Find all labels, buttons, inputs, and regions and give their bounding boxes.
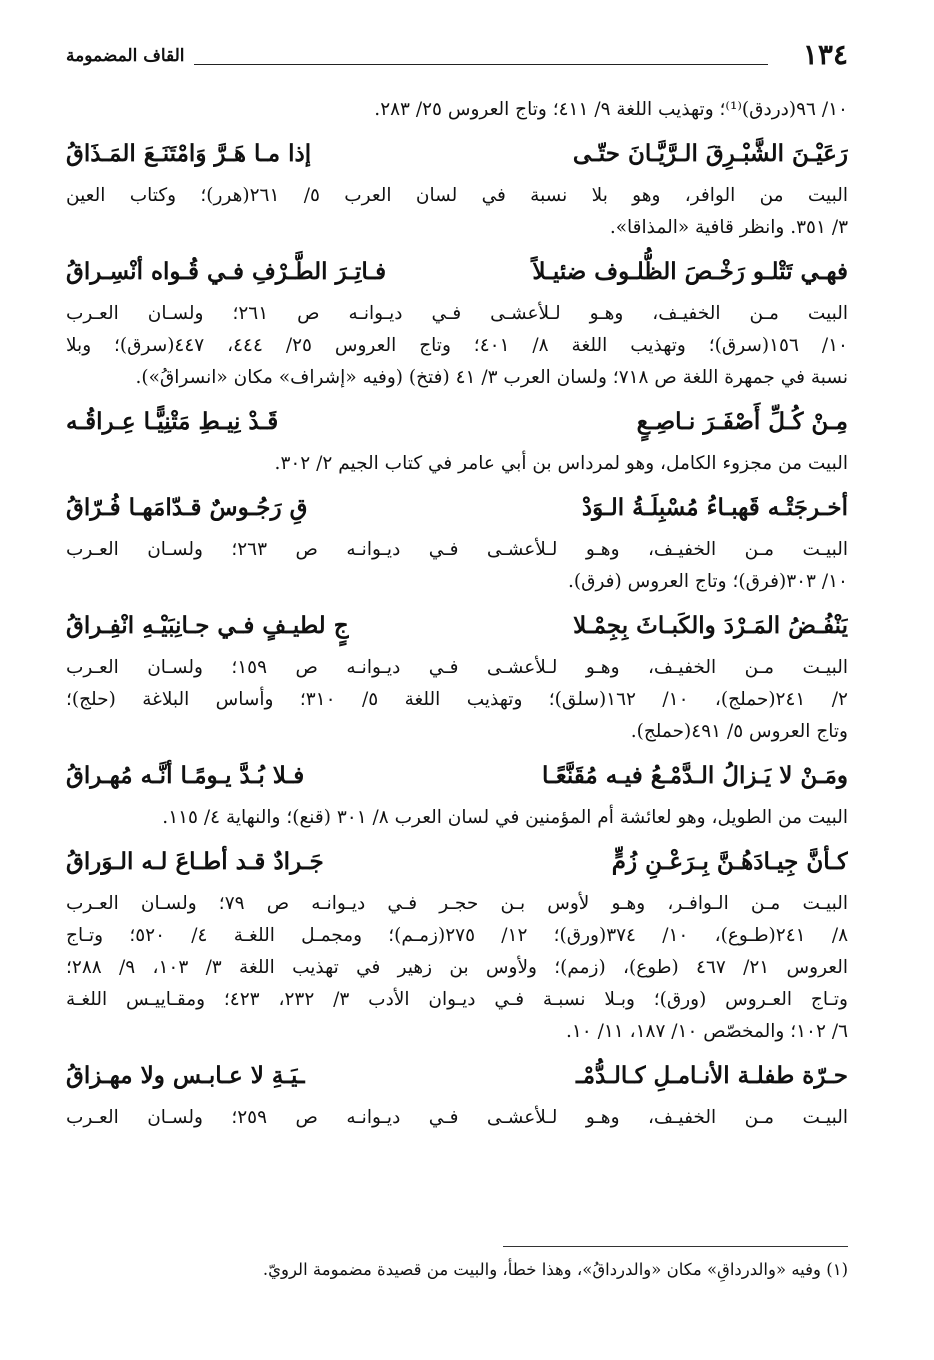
verse-first-hemistich: مِـنْ كُـلِّ أَصْفَـرَ نـاصِـعٍ — [636, 407, 848, 435]
commentary-line: ٨/ ٢٤١(طـوع)، ١٠/ ٣٧٤(ورق)؛ ١٢/ ٢٧٥(زمـم)؛ ومجمـل اللغـة ٤/ ٥٢٠؛ وتـاج — [66, 925, 848, 946]
page-header — [66, 36, 848, 80]
commentary-line: نسبة في جمهرة اللغة ص ٧١٨؛ ولسان العرب ٣/ ٤١ (فتخ) (وفيه «إشراف» مكان «انسراقُ»). — [135, 367, 848, 388]
verse-second-hemistich: إذا مـا هَـرَّ وَامْتَنَـعَ المَـذَاقُ — [66, 139, 312, 167]
verse-first-hemistich: أخـرجَتْـه قَهبـاءُ مُسْبِلَـةُ الـوَدْ — [581, 493, 848, 521]
page-number: ١٣٤ — [802, 38, 848, 71]
verse-first-hemistich: كـأنَّ جِيـادَهُـنَّ بِـرَعْـنِ زُمٍّ — [611, 847, 848, 875]
page-body — [66, 94, 848, 1134]
commentary-line: البيت مـن الخفيـف، وهـو لـلأعشـى فـي ديـوانـه ص ٢٦١؛ ولسـان العـرب — [66, 303, 848, 324]
commentary-line: البيـت مـن الخفيـف، وهـو لـلأعشـى فـي ديـوانـه ص ٢٥٩؛ ولسـان العـرب — [66, 1107, 848, 1128]
verse-first-hemistich: رَعَيْـنَ الشَّبْـرِقَ الـرَّيَّـانَ حتّـى — [572, 139, 848, 167]
commentary-line: البيـت مـن الخفيـف، وهـو لـلأعشـى فـي ديـوانـه ص ١٥٩؛ ولسـان العـرب — [66, 657, 848, 678]
verse-second-hemistich: فـلا بُـدَّ يـومًـا أنَّـه مُهـراقُ — [66, 761, 305, 789]
verse-first-hemistich: ومَـنْ لا يَـزالُ الـدَّمْـعُ فيـه مُقَنَّعًـا — [541, 761, 848, 789]
commentary-line: ١٠/ ١٥٦(سرق)؛ وتهذيب اللغة ٨/ ٤٠١؛ وتاج العروس ٢٥/ ٤٤٤، ٤٤٧(سرق)؛ وبلا — [66, 335, 848, 356]
verse-second-hemistich: قِ رَجُـوسٌ قـدّامَهـا فُـرّاقُ — [66, 493, 308, 521]
verse — [66, 748, 848, 802]
verse-second-hemistich: فـاتِـرَ الطَّـرْفِ فـي قُـواه أنْسِـراقُ — [66, 257, 387, 285]
verse — [66, 244, 848, 298]
verse-second-hemistich: جَـرادٌ قـد أطـاعَ لـه الـوَراقُ — [66, 847, 324, 875]
commentary-line: وتـاج العـروس (ورق)؛ وبـلا نسبـة فـي ديـوان الأدب ٣/ ٢٣٢، ٤٢٣؛ ومقـاييـس اللغـة — [66, 989, 848, 1010]
commentary-line: ١٠/ ٩٦(دردق)⁽¹⁾؛ وتهذيب اللغة ٩/ ٤١١؛ وتاج العروس ٢٥/ ٢٨٣. — [374, 99, 848, 120]
verse — [66, 126, 848, 180]
commentary-line: العروس ٢١/ ٤٦٧ (طوع)، (زمم)؛ ولأوس بن زهير في تهذيب اللغة ٣/ ١٠٣، ٩/ ٢٨٨؛ — [66, 957, 848, 978]
verse-second-hemistich: قَـدْ نِيـطِ مَتْنِيًّـا عِـراقُـه — [66, 407, 279, 435]
footnote-rule — [503, 1246, 848, 1247]
verse — [66, 1048, 848, 1102]
verse — [66, 598, 848, 652]
commentary-line: البيت من الطويل، وهو لعائشة أم المؤمنين في لسان العرب ٨/ ٣٠١ (قنع)؛ والنهاية ٤/ ١١٥. — [162, 807, 848, 828]
commentary-line: ٦/ ١٠٢؛ والمخصّص ١٠/ ١٨٧، ١١/ ١٠. — [565, 1021, 848, 1042]
commentary-line: البيـت مـن الـوافـر، وهـو لأوس بـن حجـر فـي ديـوانـه ص ٧٩؛ ولسـان العـرب — [66, 893, 848, 914]
commentary-line: وتاج العروس ٥/ ٤٩١(حملج). — [630, 721, 848, 742]
verse-first-hemistich: يَنْفُـضُ المَـرْدَ والكَبـاثَ بِجِمْـلا — [573, 611, 848, 639]
commentary-line: البيت من الوافر، وهو بلا نسبة في لسان العرب ٥/ ٢٦١(هرر)؛ وكتاب العين — [66, 185, 848, 206]
commentary-line: البيـت مـن الخفيـف، وهـو لـلأعشـى فـي ديـوانـه ص ٢٦٣؛ ولسـان العـرب — [66, 539, 848, 560]
commentary-line: ٢/ ٢٤١(حملج)، ١٠/ ١٦٢(سلق)؛ وتهذيب اللغة ٥/ ٣١٠؛ وأساس البلاغة (حلج)؛ — [66, 689, 848, 710]
header-rule — [194, 64, 768, 65]
verse-first-hemistich: حـرّة طفلـة الأنـامـلِ كـالـدُّمْـ — [575, 1061, 848, 1089]
verse — [66, 394, 848, 448]
commentary-line: ١٠/ ٣٠٣(فرق)؛ وتاج العروس (فرق). — [568, 571, 848, 592]
commentary-line: ٣/ ٣٥١. وانظر قافية «المذاقا». — [609, 217, 848, 238]
verse-second-hemistich: ـيَـةِ لا عـابـس ولا مهـزاقُ — [66, 1061, 305, 1089]
verse — [66, 480, 848, 534]
footnote: (١) وفيه «والدرداقِ» مكان «والدرداقُ»، وهذا خطأ، والبيت من قصيدة مضمومة الرويّ. — [262, 1260, 848, 1279]
running-title: القاف المضمومة — [66, 46, 185, 66]
verse — [66, 834, 848, 888]
verse-second-hemistich: جٍ لطيـفٍ فـي جـانِبَيْـهِ انْفِـراقُ — [66, 611, 349, 639]
commentary-line: البيت من مجزوء الكامل، وهو لمرداس بن أبي عامر في كتاب الجيم ٢/ ٣٠٢. — [274, 453, 848, 474]
verse-first-hemistich: فهـي تَتْلـو رَخْـصَ الظُّلـوف ضئيـلاً — [532, 257, 848, 285]
